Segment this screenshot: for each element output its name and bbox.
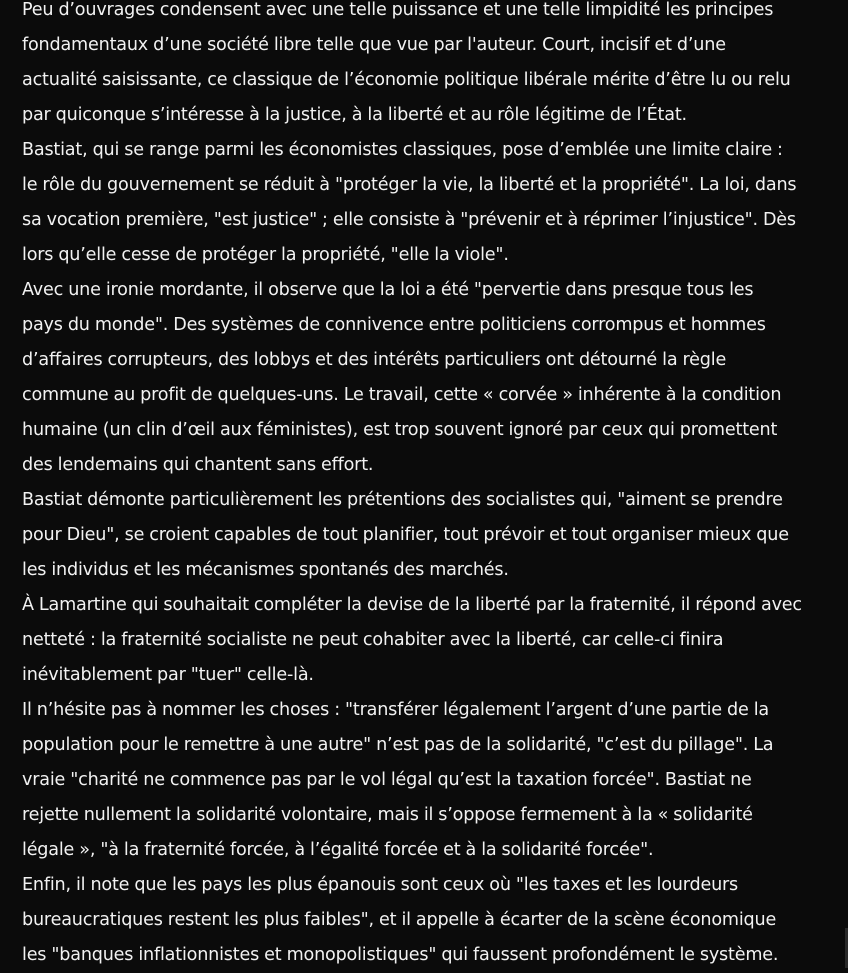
text-line: des lendemains qui chantent sans effort. [22,455,374,475]
review-text [22,0,848,973]
text-line: rejette nullement la solidarité volontaire, mais il s’oppose fermement à la « solidarité [22,805,753,825]
text-line: les "banques inflationnistes et monopolistiques" qui faussent profondément le système. [22,945,779,965]
text-line: Avec une ironie mordante, il observe que la loi a été "pervertie dans presque tous les [22,280,754,300]
text-line: fondamentaux d’une société libre telle que vue par l'auteur. Court, incisif et d’une [22,35,726,55]
text-line: actualité saisissante, ce classique de l’économie politique libérale mérite d’être lu ou relu [22,70,791,90]
text-line: À Lamartine qui souhaitait compléter la devise de la liberté par la fraternité, il répond avec [22,595,802,615]
text-line: humaine (un clin d’œil aux féministes), est trop souvent ignoré par ceux qui promettent [22,420,778,440]
text-line: par quiconque s’intéresse à la justice, à la liberté et au rôle légitime de l’État. [22,105,687,125]
text-line: pays du monde". Des systèmes de connivence entre politiciens corrompus et hommes [22,315,766,335]
text-line: les individus et les mécanismes spontanés des marchés. [22,560,509,580]
text-line: Enfin, il note que les pays les plus épanouis sont ceux où "les taxes et les lourdeurs [22,875,739,895]
text-line: bureaucratiques restent les plus faibles", et il appelle à écarter de la scène économique [22,910,777,930]
text-line: le rôle du gouvernement se réduit à "protéger la vie, la liberté et la propriété". La loi, dans [22,175,797,195]
text-line: netteté : la fraternité socialiste ne peut cohabiter avec la liberté, car celle-ci finira [22,630,724,650]
text-line: vraie "charité ne commence pas par le vol légal qu’est la taxation forcée". Bastiat ne [22,770,752,790]
text-line: lors qu’elle cesse de protéger la propriété, "elle la viole". [22,245,509,265]
text-line: Bastiat, qui se range parmi les économistes classiques, pose d’emblée une limite claire : [22,140,783,160]
text-line: pour Dieu", se croient capables de tout planifier, tout prévoir et tout organiser mieux que [22,525,789,545]
text-line: inévitablement par "tuer" celle-là. [22,665,314,685]
text-line: commune au profit de quelques-uns. Le travail, cette « corvée » inhérente à la condition [22,385,782,405]
text-line: population pour le remettre à une autre" n’est pas de la solidarité, "c’est du pillage". La [22,735,774,755]
text-line: Peu d’ouvrages condensent avec une telle puissance et une telle limpidité les principes [22,0,774,20]
text-line: sa vocation première, "est justice" ; elle consiste à "prévenir et à réprimer l’injustice". Dès [22,210,796,230]
text-line: d’affaires corrupteurs, des lobbys et des intérêts particuliers ont détourné la règle [22,350,727,370]
text-line: légale », "à la fraternité forcée, à l’égalité forcée et à la solidarité forcée". [22,840,654,860]
text-line: Il n’hésite pas à nommer les choses : "transférer légalement l’argent d’une partie de la [22,700,769,720]
text-line: Bastiat démonte particulièrement les prétentions des socialistes qui, "aiment se prendre [22,490,783,510]
